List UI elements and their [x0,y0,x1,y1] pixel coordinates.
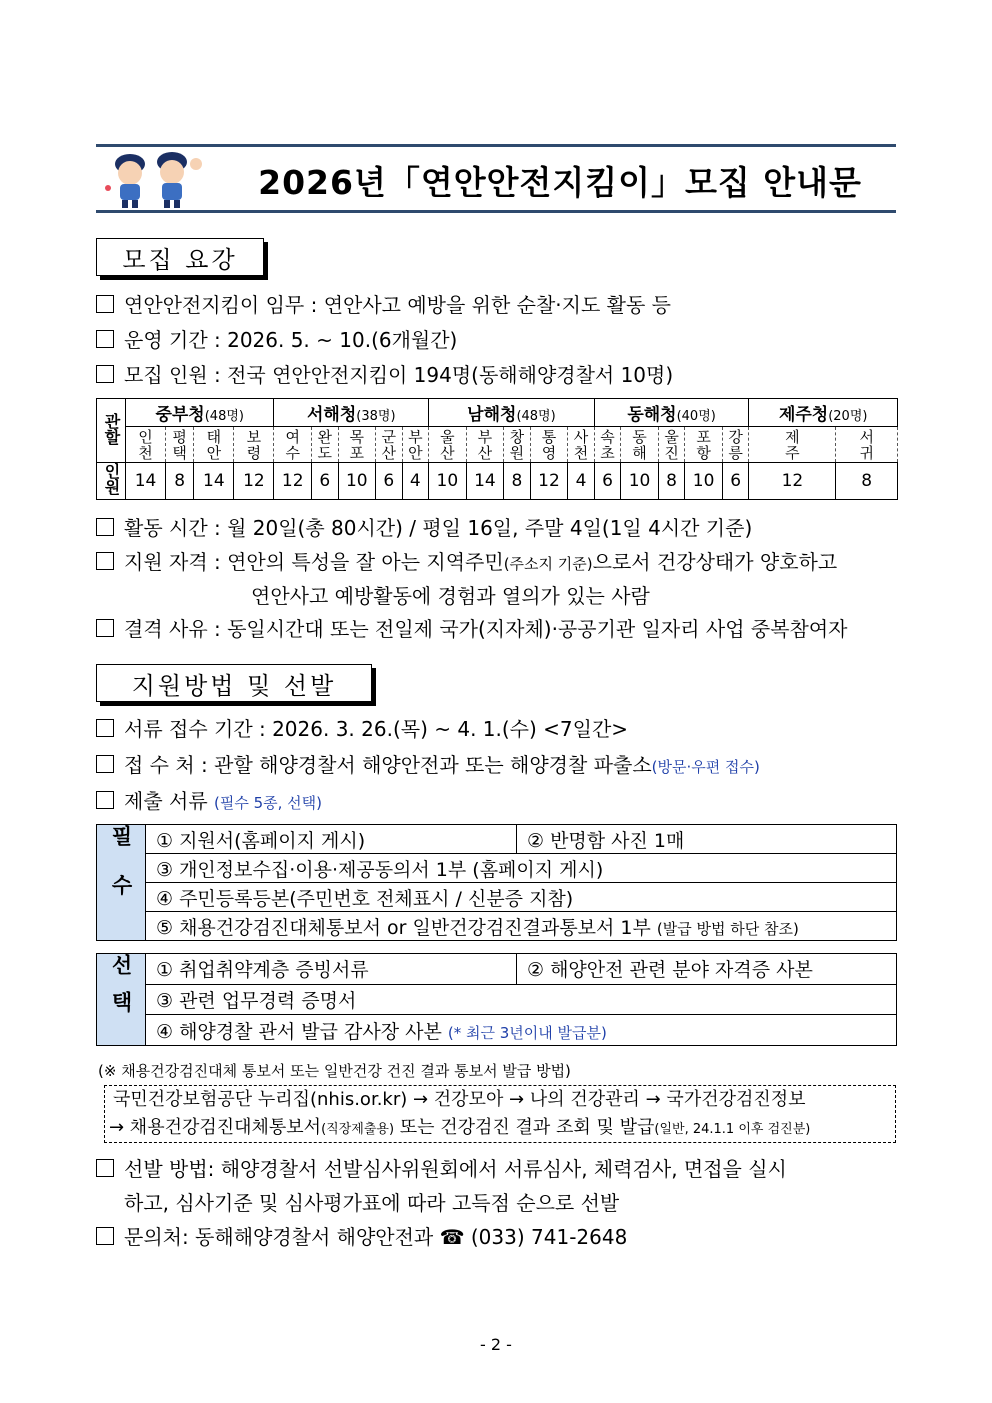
issue-line-1: 국민건강보험공단 누리집(nhis.or.kr) → 건강모아 → 나의 건강관리 → 국가건강검진정보 [113,1089,806,1110]
doc-item: ② 반명함 사진 1매 [517,825,897,854]
station-cell: 창원 [504,427,531,463]
station-cell: 제주 [749,427,836,463]
personnel-count-cell: 10 [685,463,723,500]
personnel-count-cell: 10 [338,463,376,500]
checkbox-icon [96,619,114,637]
checkbox-icon [96,719,114,737]
checkbox-icon [96,791,114,809]
personnel-count-cell: 4 [568,463,595,500]
receipt-period-line: 서류 접수 기간 : 2026. 3. 26.(목) ~ 4. 1.(수) <7일간> [96,715,628,743]
doc-item: ① 취업취약계층 증빙서류 [146,954,517,985]
required-label: 필수 [97,825,146,941]
personnel-count-cell: 6 [722,463,749,500]
station-cell: 목포 [338,427,376,463]
station-cell: 속초 [594,427,621,463]
checkbox-icon [96,755,114,773]
station-cell: 울진 [658,427,685,463]
station-cell: 사천 [568,427,595,463]
required-documents-table [96,824,897,941]
station-cell: 울산 [429,427,467,463]
region-header: 동해청(40명) [594,399,749,427]
personnel-count-cell: 12 [274,463,312,500]
section-heading-apply: 지원방법 및 선발 [96,664,372,702]
doc-item: ④ 주민등록등본(주민번호 전체표시 / 신분증 지참) [146,883,897,912]
personnel-count-cell: 8 [658,463,685,500]
selection-line-2: 하고, 심사기준 및 심사평가표에 따라 고득점 순으로 선발 [124,1191,620,1215]
doc-item: ② 해양안전 관련 분야 자격증 사본 [517,954,897,985]
selection-line: 선발 방법: 해양경찰서 선발심사위원회에서 서류심사, 체력검사, 면접을 실시 [96,1155,787,1183]
checkbox-icon [96,330,114,348]
station-cell: 군산 [376,427,403,463]
personnel-count-cell: 8 [836,463,898,500]
personnel-count-cell: 8 [166,463,194,500]
issue-note: (※ 채용건강검진대체 통보서 또는 일반건강 건진 결과 통보서 발급 방법) [98,1062,571,1080]
page-title: 2026년「연안안전지킴이」모집 안내문 [258,162,862,202]
region-label-cell: 관할 [97,399,126,463]
personnel-count-cell: 12 [530,463,568,500]
page-number: - 2 - [480,1335,512,1354]
personnel-count-cell: 4 [402,463,429,500]
doc-item: ⑤ 채용건강검진대체통보서 or 일반건강검진결과통보서 1부 (발급 방법 하단 참조) [146,912,897,941]
doc-item: ④ 해양경찰 관서 발급 감사장 사본 (* 최근 3년이내 발급분) [146,1015,897,1046]
station-cell: 부안 [402,427,429,463]
station-cell: 동해 [621,427,659,463]
doc-item: ③ 개인정보수집·이용·제공동의서 1부 (홈페이지 게시) [146,854,897,883]
doc-item: ① 지원서(홈페이지 게시) [146,825,517,854]
qualification-line-2: 연안사고 예방활동에 경험과 열의가 있는 사람 [251,584,650,608]
station-cell: 평택 [166,427,194,463]
region-header: 남해청(48명) [429,399,595,427]
personnel-label-cell: 인원 [97,463,126,500]
station-cell: 태안 [194,427,234,463]
personnel-count-cell: 6 [376,463,403,500]
station-cell: 보령 [234,427,274,463]
region-header: 제주청(20명) [749,399,898,427]
checkbox-icon [96,365,114,383]
station-cell: 통영 [530,427,568,463]
checkbox-icon [96,552,114,570]
activity-line: 활동 시간 : 월 20일(총 80시간) / 평일 16일, 주말 4일(1일 4시간 기준) [96,514,752,542]
region-table [96,398,898,500]
optional-label: 선택 [97,954,146,1046]
period-line: 운영 기간 : 2026. 5. ~ 10.(6개월간) [96,326,457,354]
station-cell: 강릉 [722,427,749,463]
checkbox-icon [96,295,114,313]
doc-item: ③ 관련 업무경력 증명서 [146,984,897,1015]
checkbox-icon [96,1227,114,1245]
personnel-count-cell: 14 [126,463,166,500]
personnel-count-cell: 10 [621,463,659,500]
personnel-count-cell: 10 [429,463,467,500]
police-mascot-icon [100,148,212,210]
personnel-count-cell: 14 [194,463,234,500]
station-cell: 여수 [274,427,312,463]
region-header: 중부청(48명) [126,399,274,427]
personnel-count-cell: 6 [594,463,621,500]
title-top-rule [96,144,896,147]
contact-line: 문의처: 동해해양경찰서 해양안전과 ☎ (033) 741-2648 [96,1223,627,1251]
personnel-count-cell: 8 [504,463,531,500]
region-header: 서해청(38명) [274,399,429,427]
disqualification-line: 결격 사유 : 동일시간대 또는 전일제 국가(지자체)·공공기관 일자리 사업 중복참여자 [96,615,847,643]
station-cell: 포항 [685,427,723,463]
issue-method-box [104,1085,896,1143]
station-cell: 완도 [311,427,338,463]
personnel-count-cell: 6 [311,463,338,500]
personnel-count-cell: 12 [234,463,274,500]
qualification-line: 지원 자격 : 연안의 특성을 잘 아는 지역주민(주소지 기준)으로서 건강상태가 양호하고 [96,548,837,578]
duty-line: 연안안전지킴이 임무 : 연안사고 예방을 위한 순찰·지도 활동 등 [96,291,671,319]
documents-line: 제출 서류 (필수 5종, 선택) [96,787,322,817]
personnel-count-cell: 14 [466,463,504,500]
count-line: 모집 인원 : 전국 연안안전지킴이 194명(동해해양경찰서 10명) [96,361,673,389]
title-bottom-rule [96,210,896,213]
personnel-count-cell: 12 [749,463,836,500]
station-cell: 부산 [466,427,504,463]
section-heading-recruit: 모집 요강 [96,238,264,276]
station-cell: 서귀 [836,427,898,463]
issue-line-2: → 채용건강검진대체통보서(직장제출용) 또는 건강검진 결과 조회 및 발급(일반, 24.1.1 이후 검진분) [109,1117,811,1138]
checkbox-icon [96,1159,114,1177]
checkbox-icon [96,518,114,536]
station-cell: 인천 [126,427,166,463]
optional-documents-table [96,953,897,1046]
receipt-place-line: 접 수 처 : 관할 해양경찰서 해양안전과 또는 해양경찰 파출소(방문·우편 접수) [96,751,760,781]
